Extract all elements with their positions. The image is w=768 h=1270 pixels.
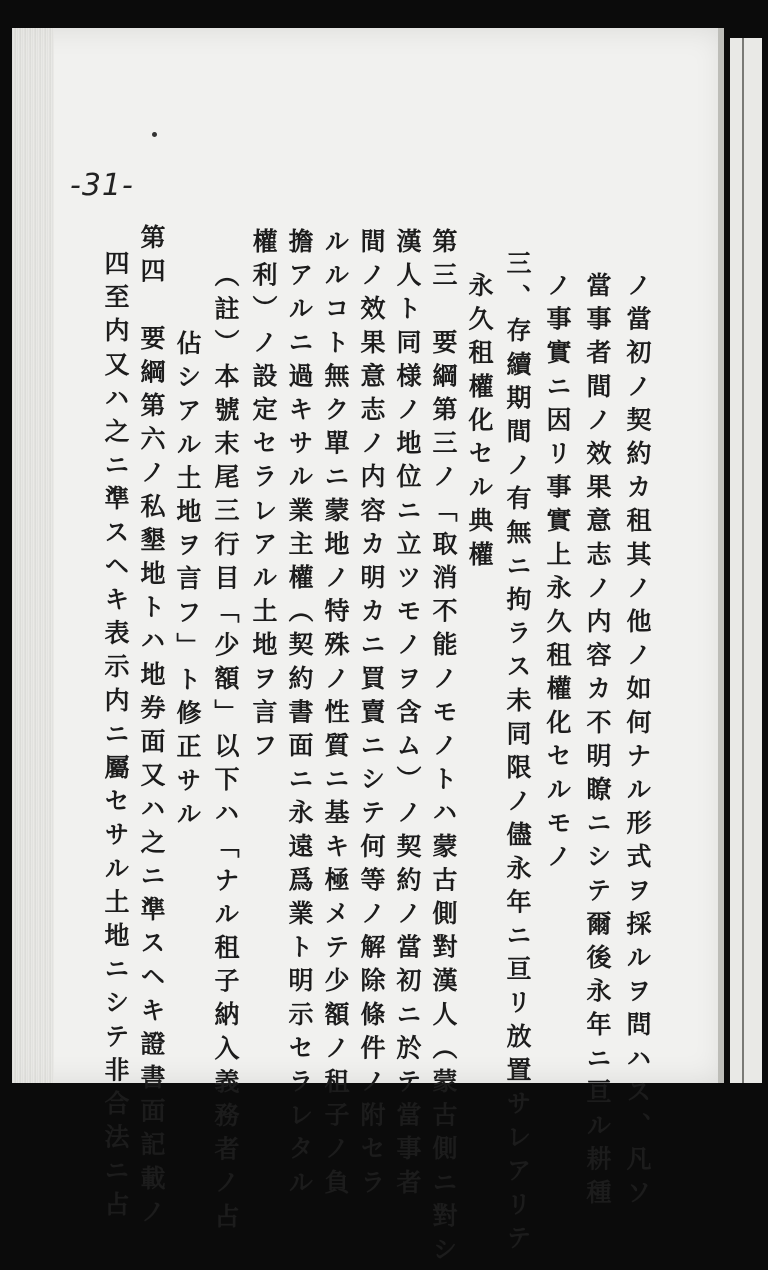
text-column-8: 間ノ效果意志ノ内容カ明カニ買賣ニシテ何等ノ解除條件ノ附セラ	[357, 228, 386, 1203]
text-column-7: 漢人ト同様ノ地位ニ立ツモノヲ含ム）ノ契約ノ當初ニ於テ當事者	[393, 228, 422, 1203]
text-column-15: 四至内又ハ之ニ準スヘキ表示内ニ屬セサル土地ニシテ非合法ニ占	[101, 250, 130, 1225]
text-column-3: ノ事實ニ因リ事實上永久租權化セルモノ	[543, 272, 572, 877]
facing-page-edge	[730, 38, 762, 1083]
text-column-2: 當事者間ノ效果意志ノ内容カ不明瞭ニシテ爾後永年ニ亘ル耕種	[583, 272, 612, 1213]
page-divider	[742, 38, 744, 1083]
text-column-5: 永久租權化セル典權	[465, 272, 494, 575]
page-number: -31-	[70, 168, 134, 203]
text-column-9: ルルコト無ク單ニ蒙地ノ特殊ノ性質ニ基キ極メテ少額ノ租子ノ負	[321, 228, 350, 1203]
text-column-10: 擔アルニ過キサル業主權（契約書面ニ永遠爲業ト明示セラレタル	[285, 228, 314, 1203]
text-column-4: 三、存續期間ノ有無ニ拘ラス未同限ノ儘永年ニ亘リ放置サレアリテ	[503, 250, 532, 1258]
text-column-13: 佔シアル土地ヲ言フ」ト修正サル	[173, 330, 202, 834]
text-column-6: 第三 要綱第三ノ「取消不能ノモノトハ蒙古側對漢人（蒙古側ニ對シ	[429, 228, 458, 1270]
text-column-1: ノ當初ノ契約カ租其ノ他ノ如何ナル形式ヲ採ルヲ問ハス、凡ソ	[623, 272, 652, 1213]
text-column-14: 第四 要綱第六ノ私墾地トハ地券面又ハ之ニ準スヘキ證書面記載ノ	[137, 224, 166, 1232]
text-column-11: 權利）ノ設定セラレアル土地ヲ言フ	[249, 228, 278, 766]
ink-dot	[152, 132, 157, 137]
binding-gutter	[12, 28, 54, 1083]
page-edge	[718, 28, 724, 1083]
text-column-12: （註）本號末尾三行目「少額」以下ハ「ナル租子納入義務者ノ占	[211, 262, 240, 1237]
